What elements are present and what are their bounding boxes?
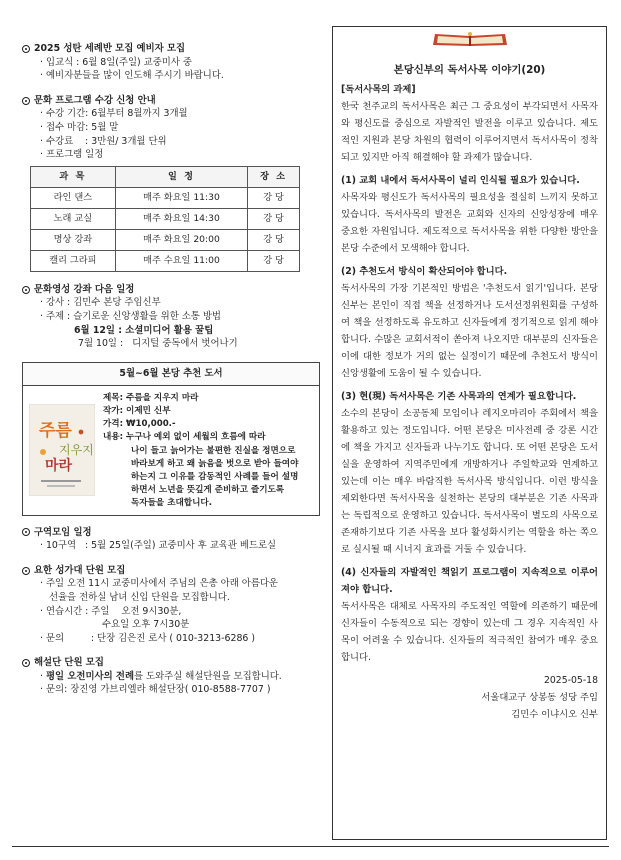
circle-bullet-icon: [22, 45, 30, 53]
book-price-line: 가격: ₩10,000.-: [103, 419, 176, 430]
column-body: [341, 81, 598, 723]
circle-bullet-icon: [22, 567, 30, 575]
district-title: 구역모임 일정: [34, 526, 92, 538]
column-parish: 서울대교구 상봉동 성당 주임: [481, 692, 598, 703]
section-text: 독서사목의 가장 기본적인 방법은 '추천도서 읽기'입니다. 본당신부는 본인이 직접 책을 선정하거나 도서선정위원회를 구성하여 책을 선정하도록 유도하고 신자들에게 정기적으로 읽게 해야 합니다. 수많은 교회서적이 쏟아져 나오지만 대부분의 신자들은 이에 대한 정보가 거의 없는 실정이기 때문에 추천도서 방식이 신앙생활에 도움이 될 수 있습니다.: [341, 283, 598, 379]
section-text: 사목자와 평신도가 독서사목의 필요성을 절실히 느끼지 못하고 있습니다. 독서사목의 발전은 교회와 신자의 신앙성장에 매우 중요한 자원입니다. 제도적으로 독서사목을 위한 다양한 방안을 본당 수준에서 모색해야 합니다.: [341, 192, 598, 254]
book-content-line: 내용: 누구나 예외 없이 세월의 흐름에 따라: [103, 432, 266, 443]
table-row: [31, 208, 300, 229]
column-section: [341, 81, 598, 166]
program-schedule-table: [30, 166, 300, 272]
svg-text:마라: 마라: [45, 457, 73, 474]
section-text: 한국 천주교의 독서사목은 최근 그 중요성이 부각되면서 사목자와 평신도를 중심으로 자발적인 발전을 이루고 있습니다. 제도적인 지원과 본당 차원의 협력이 이루어지면서 독서사목이 정착되고 있지만 아직 해결해야 할 과제가 많습니다.: [341, 101, 598, 163]
table-cell: 매주 화요일 20:00: [115, 229, 247, 250]
svg-text:주름: 주름: [39, 420, 72, 441]
table-row: [31, 250, 300, 271]
choir-line: 선율을 전하실 남녀 신입 단원을 모집합니다.: [40, 591, 230, 603]
circle-bullet-icon: [22, 286, 30, 294]
guide-title: 해설단 단원 모집: [34, 657, 104, 669]
media-line: · 강사 : 김민수 본당 주임신부: [40, 297, 161, 309]
table-cell: 강 당: [248, 187, 300, 208]
table-cell: 강 당: [248, 229, 300, 250]
baptism-title: 2025 성탄 세례반 모집 예비자 모집: [34, 43, 186, 54]
guide-notice: [22, 656, 320, 697]
book-info: [103, 392, 298, 511]
culture-line: · 수강료 : 3만원/ 3개월 단위: [40, 135, 167, 147]
culture-program-notice: [22, 94, 320, 272]
culture-line: · 접수 마감: 5월 말: [40, 121, 119, 133]
table-cell: 매주 화요일 11:30: [115, 187, 247, 208]
culture-line: · 수강 기간: 6월부터 8월까지 3개월: [40, 108, 188, 120]
circle-bullet-icon: [22, 97, 30, 105]
book-content-line: 독자들을 초대합니다.: [131, 498, 212, 509]
table-row: [31, 187, 300, 208]
choir-title: 요한 성가대 단원 모집: [34, 564, 126, 576]
media-title: 문화영성 강좌 다음 일정: [34, 283, 135, 295]
table-row: [31, 229, 300, 250]
section-heading: (3) 현(現) 독서사목은 기존 사목과의 연계가 필요합니다.: [341, 391, 577, 402]
book-content-line: 나이 들고 늙어가는 불편한 진실을 정면으로: [131, 445, 296, 456]
book-title-line: 제목: 주름을 지우지 마라: [103, 392, 199, 403]
guide-contact: · 문의: 장진영 가브리엘라 해설단장( 010-8588-7707 ): [40, 684, 271, 696]
table-cell: 명상 강좌: [31, 229, 116, 250]
media-highlight: 6월 12일 : 소셜미디어 활용 꿀팁: [74, 324, 214, 336]
section-heading: (4) 신자들의 자발적인 책읽기 프로그램이 지속적으로 이루어져야 합니다.: [341, 567, 598, 595]
open-book-banner-icon: [431, 31, 509, 47]
district-line: · 10구역 : 5월 25일(주일) 교중미사 후 교육관 베드로실: [40, 540, 277, 552]
baptism-notice: [22, 42, 320, 83]
circle-bullet-icon: [22, 528, 30, 536]
culture-line: · 프로그램 일정: [40, 149, 104, 161]
table-cell: 강 당: [248, 208, 300, 229]
district-meeting-notice: [22, 526, 320, 553]
media-line: · 주제 : 슬기로운 신앙생활을 위한 소통 방법: [40, 310, 221, 322]
column-section: [341, 564, 598, 666]
pastor-column: [332, 26, 607, 840]
section-heading: (2) 추천도서 방식이 확산되어야 합니다.: [341, 266, 508, 277]
book-header: 5월~6월 본당 추천 도서: [23, 363, 319, 386]
table-cell: 매주 화요일 14:30: [115, 208, 247, 229]
column-author: 김민수 이냐시오 신부: [511, 709, 598, 720]
choir-notice: [22, 564, 320, 646]
section-heading: [독서사목의 과제]: [341, 84, 416, 95]
baptism-line: · 예비자분들을 많이 인도해 주시기 바랍니다.: [40, 70, 224, 82]
column-section: [341, 172, 598, 257]
table-header-place: 장 소: [248, 166, 300, 187]
column-section: [341, 388, 598, 558]
column-title: 본당신부의 독서사목 이야기(20): [393, 64, 546, 76]
guide-line-rest: 를 도와주실 해설단원을 모집합니다.: [134, 670, 282, 682]
table-header-row: [31, 166, 300, 187]
column-section: [341, 263, 598, 382]
choir-line: · 연습시간 : 주일 오전 9시30분,: [40, 605, 182, 617]
left-column: [22, 42, 320, 708]
book-content-line: 하면서 노년을 뜻깊게 준비하고 즐기도록: [131, 485, 285, 496]
table-cell: 매주 수요일 11:00: [115, 250, 247, 271]
table-header-schedule: 일 정: [115, 166, 247, 187]
choir-line: · 주일 오전 11시 교중미사에서 주님의 은총 아래 아름다운: [40, 578, 278, 590]
table-cell: 노래 교실: [31, 208, 116, 229]
section-text: 독서사목은 대체로 사목자의 주도적인 역할에 의존하기 때문에 신자들이 수동적으로 되는 경향이 있는데 그 경우 지속적인 사목이 어려울 수 있습니다. 신자들의 적극적인 참여가 매우 중요합니다.: [341, 601, 598, 663]
column-date: 2025-05-18: [543, 675, 598, 686]
book-author-line: 작가: 이제민 신부: [103, 405, 171, 416]
guide-line: · 평일 오전미사의 전례를 도와주실 해설단원을 모집합니다.: [40, 670, 282, 682]
table-header-subject: 과 목: [31, 166, 116, 187]
choir-line: 수요일 오후 7시30분: [102, 619, 190, 631]
culture-title: 문화 프로그램 수강 신청 안내: [34, 94, 156, 106]
choir-contact: · 문의 : 단장 김은진 로사 ( 010-3213-6286 ): [40, 632, 256, 644]
recommended-book-box: [22, 362, 320, 516]
book-cover-image: [29, 404, 95, 496]
table-cell: 캘리 그라피: [31, 250, 116, 271]
circle-bullet-icon: [22, 659, 30, 667]
table-cell: 라인 댄스: [31, 187, 116, 208]
svg-text:지우지: 지우지: [59, 442, 94, 457]
media-lecture-notice: [22, 283, 320, 351]
baptism-line: · 입교식 : 6월 8일(주일) 교중미사 중: [40, 56, 192, 68]
media-next: 7월 10일 : 디지털 중독에서 벗어나기: [78, 338, 238, 350]
book-content-line: 바라보게 하고 왜 늙음을 벗으로 받아 들여야: [131, 458, 299, 469]
book-content-line: 하는지 그 이유를 감동적인 사례를 들어 설명: [131, 471, 299, 482]
guide-line-bold: 평일 오전미사의 전례: [45, 670, 135, 682]
section-heading: (1) 교회 내에서 독서사목이 널리 인식될 필요가 있습니다.: [341, 175, 580, 186]
section-text: 소수의 본당이 소공동체 모임이나 레지오마리아 주회에서 책을 활용하고 있는 정도입니다. 어떤 본당은 미사전례 중 강론 시간에 책을 가지고 신자들과 나누기도 합니다. 또 어떤 본당은 도서실을 운영하여 지역주민에게 개방하거나 주일학교와 연계하고 있는데 이는 매우 바람직한 독서사목 방식입니다. 이런 방식을 제외한다면 독서사목을 실천하는 본당의 대부분은 기존 사목과는 독립적으로 운영하고 있습니다. 독서사목이 별도의 사목으로 존재하기보다 기존 사목을 보다 활성화시키는 역할을 하는 쪽으로 실시될 때 시너지 효과를 거둘 수 있습니다.: [341, 408, 598, 555]
bottom-divider: [12, 846, 609, 847]
table-cell: 강 당: [248, 250, 300, 271]
